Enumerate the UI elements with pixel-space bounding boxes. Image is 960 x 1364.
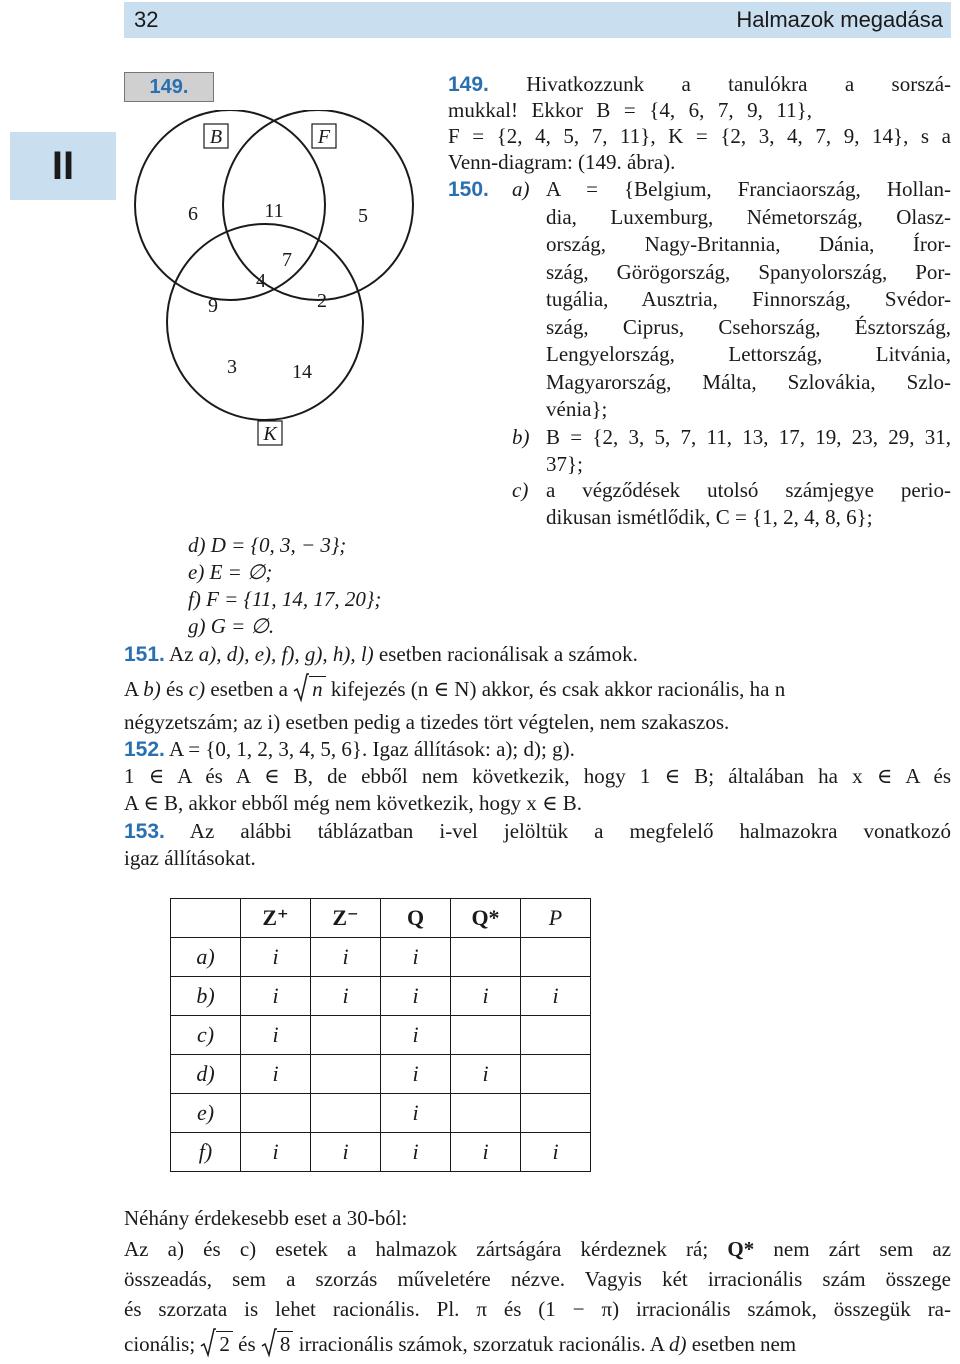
table-cell: i <box>521 977 591 1016</box>
set-b-label: B <box>209 126 223 148</box>
table-row-label: a) <box>171 938 241 977</box>
table-row-label: f) <box>171 1133 241 1172</box>
table-row <box>171 938 591 977</box>
p149-line-2: mukkal! Ekkor B = {4, 6, 7, 9, 11}, <box>448 98 812 122</box>
p152-line-2: 1 ∈ A és A ∈ B, de ebből nem következik, hogy 1 ∈ B; általában ha x ∈ A és <box>124 764 951 788</box>
p151-line-3: négyzetszám; az i) esetben pedig a tizedes tört végtelen, nem szakaszos. <box>124 710 730 734</box>
table-cell <box>311 1094 381 1133</box>
table-header-row <box>171 899 591 938</box>
table-row <box>171 1094 591 1133</box>
p150-number: 150. <box>448 178 489 201</box>
set-b-circle <box>135 110 325 300</box>
p150-a-line: vénia}; <box>546 397 608 421</box>
table-cell: i <box>241 938 311 977</box>
closing-line-4: és szorzata is lehet racionális. Pl. π és (1 − π) irracionális számok, összegük ra- <box>124 1297 951 1321</box>
table-header-cell: Q* <box>451 899 521 938</box>
p150-f: f) F = {11, 14, 17, 20}; <box>188 587 382 611</box>
venn-number: 7 <box>282 249 292 271</box>
table-cell: i <box>381 1016 451 1055</box>
page-header <box>124 2 951 38</box>
table-row <box>171 1133 591 1172</box>
chapter-tab: II <box>10 132 116 200</box>
p150-c-label: c) <box>512 478 529 502</box>
p150-a-line: tugália, Ausztria, Finnország, Svédor- <box>546 287 951 311</box>
closing-line-1: Néhány érdekesebb eset a 30-ból: <box>124 1206 408 1230</box>
venn-number: 4 <box>256 270 266 292</box>
table-row-label: d) <box>171 1055 241 1094</box>
radical-sign-icon <box>261 1327 277 1359</box>
venn-number: 9 <box>208 295 218 317</box>
p153-line-2: igaz állításokat. <box>124 846 256 870</box>
table-cell <box>521 1094 591 1133</box>
set-k-label: K <box>263 423 277 445</box>
venn-number: 3 <box>227 356 237 378</box>
table-cell <box>451 938 521 977</box>
table-cell <box>241 1094 311 1133</box>
p150-b-label: b) <box>512 425 530 449</box>
table-row <box>171 977 591 1016</box>
set-k-circle <box>167 224 363 420</box>
table-header-cell: Z⁺ <box>241 899 311 938</box>
venn-number: 2 <box>317 290 327 312</box>
table-row <box>171 1055 591 1094</box>
page-number: 32 <box>134 7 159 32</box>
p149-line-4: Venn-diagram: (149. ábra). <box>448 150 676 174</box>
table-cell: i <box>451 1133 521 1172</box>
p150-c-line-1: a végződések utolsó számjegye perio- <box>546 478 951 502</box>
table-cell: i <box>381 938 451 977</box>
sqrt-n: n <box>293 676 326 702</box>
p149-line-1: 149. Hivatkozzunk a tanulókra a sorszá- <box>448 72 952 96</box>
table-row-label: c) <box>171 1016 241 1055</box>
table-cell: i <box>241 1016 311 1055</box>
table-cell: i <box>241 977 311 1016</box>
table-cell <box>521 938 591 977</box>
table-row-label: b) <box>171 977 241 1016</box>
p150-a-line: szág, Ciprus, Csehország, Észtország, <box>546 314 951 339</box>
p150-a-line: A = {Belgium, Franciaország, Hollan- <box>546 177 951 201</box>
p150-e: e) E = ∅; <box>188 560 273 584</box>
problem-number-153: 153. <box>124 820 165 843</box>
table-cell <box>451 1094 521 1133</box>
table-cell: i <box>311 977 381 1016</box>
p151-line-1: 151. Az a), d), e), f), g), h), l) esetben racionálisak a számok. <box>124 642 638 666</box>
venn-number: 5 <box>358 205 368 227</box>
table-cell: i <box>381 1133 451 1172</box>
p151-line-2: A b) és c) esetben a n kifejezés (n ∈ N) akkor, és csak akkor racionális, ha n <box>124 676 951 702</box>
p152-line-3: A ∈ B, akkor ebből még nem következik, hogy x ∈ B. <box>124 791 583 815</box>
closing-line-3: összeadás, sem a szorzás műveletére nézve. Vagyis két irracionális szám összege <box>124 1267 951 1291</box>
closing-line-5: cionális; 2 és 8 irracionális számok, szorzatuk racionális. A d) esetben nem <box>124 1331 951 1357</box>
radical-sign-icon <box>293 672 309 704</box>
table-cell: i <box>311 938 381 977</box>
section-title: Halmazok megadása <box>736 7 943 32</box>
table-corner-cell <box>171 899 241 938</box>
p149-line-3: F = {2, 4, 5, 7, 11}, K = {2, 3, 4, 7, 9, 14}, s a <box>448 124 951 148</box>
sqrt-8: 8 <box>261 1331 294 1357</box>
table-body <box>171 938 591 1172</box>
venn-diagram <box>110 110 430 450</box>
problem-number-151: 151. <box>124 643 165 666</box>
p150-c-line-2: dikusan ismétlődik, C = {1, 2, 4, 8, 6}; <box>546 505 873 529</box>
p150-a-line: szág, Görögország, Spanyolország, Por- <box>546 259 951 284</box>
table-cell: i <box>521 1133 591 1172</box>
p150-a-line: Lengyelország, Lettország, Litvánia, <box>546 342 951 366</box>
p150-d: d) D = {0, 3, − 3}; <box>188 533 347 557</box>
table-cell: i <box>381 1094 451 1133</box>
table-cell <box>311 1016 381 1055</box>
p150-a-label: a) <box>512 177 530 201</box>
table-header-cell: P <box>521 899 591 938</box>
table-cell: i <box>241 1055 311 1094</box>
radical-sign-icon <box>200 1327 216 1359</box>
p150-b-line-2: 37}; <box>546 452 583 476</box>
table-cell <box>521 1055 591 1094</box>
table-cell: i <box>451 1055 521 1094</box>
table-cell: i <box>241 1133 311 1172</box>
table-cell: i <box>381 1055 451 1094</box>
figure-label: 149. <box>124 72 214 102</box>
problem-number-152: 152. <box>124 738 165 761</box>
venn-number: 6 <box>188 203 198 225</box>
p150-g: g) G = ∅. <box>188 614 275 638</box>
table-row <box>171 1016 591 1055</box>
table-cell <box>311 1055 381 1094</box>
venn-number: 14 <box>292 361 312 383</box>
table-cell <box>521 1016 591 1055</box>
table-row-label: e) <box>171 1094 241 1133</box>
closing-line-2: Az a) és c) esetek a halmazok zártságára kérdeznek rá; Q* nem zárt sem az <box>124 1237 952 1261</box>
p150-a-line: Magyarország, Málta, Szlovákia, Szlo- <box>546 369 951 394</box>
table-cell: i <box>451 977 521 1016</box>
table-cell: i <box>311 1133 381 1172</box>
table-cell: i <box>381 977 451 1016</box>
problem-number-149: 149. <box>448 73 489 96</box>
p150-b-line-1: B = {2, 3, 5, 7, 11, 13, 17, 19, 23, 29, 31, <box>546 425 951 449</box>
sqrt-2: 2 <box>200 1331 233 1357</box>
p150-a-line: ország, Nagy-Britannia, Dánia, Íror- <box>546 232 951 256</box>
p152-line-1: 152. A = {0, 1, 2, 3, 4, 5, 6}. Igaz állítások: a); d); g). <box>124 737 575 761</box>
table-header-cell: Z⁻ <box>311 899 381 938</box>
set-f-label: F <box>317 126 331 148</box>
p150-a-line: dia, Luxemburg, Németország, Olasz- <box>546 204 951 229</box>
p153-line-1: 153. Az alábbi táblázatban i-vel jelöltük a megfelelő halmazokra vonatkozó <box>124 819 952 843</box>
venn-number: 11 <box>264 200 284 222</box>
truth-table <box>170 898 591 1172</box>
table-cell <box>451 1016 521 1055</box>
table-header-cell: Q <box>381 899 451 938</box>
